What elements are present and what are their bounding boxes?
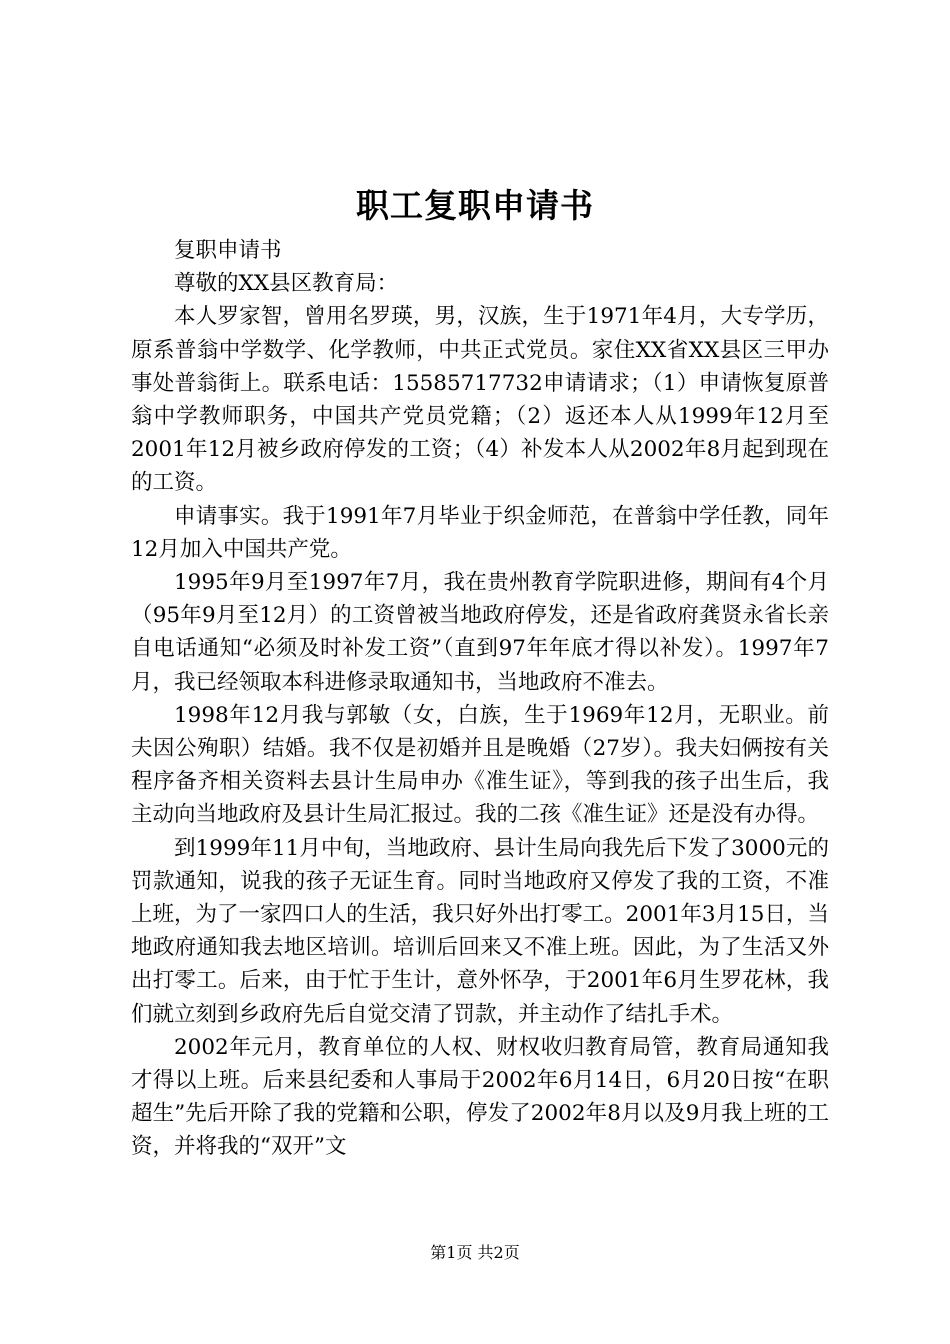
paragraph-salutation: 尊敬的XX县区教育局：: [174, 271, 399, 297]
paragraph-dismissal: 2002年元月，教育单位的人权、财权收归教育局管，教育局通知我才得以上班。后来县纪委和人事局于2002年6月14日，6月20日按“在职超生”先后开除了我的党籍和公职，停发了2002年8月以及9月我上班的工资，并将我的“双开”文: [131, 1034, 829, 1160]
paragraph-facts: 申请事实。我于1991年7月毕业于织金师范，在普翁中学任教，同年12月加入中国共产党。: [131, 503, 829, 562]
paragraph-heading: 复职申请书: [174, 238, 282, 263]
paragraph-study: 1995年9月至1997年7月，我在贵州教育学院职进修，期间有4个月（95年9月至12月）的工资曾被当地政府停发，还是省政府龚贤永省长亲自电话通知“必须及时补发工资”（直到97年年底才得以补发）。1997年7月，我已经领取本科进修录取通知书，当地政府不准去。: [131, 570, 829, 695]
document-body: [131, 234, 829, 1164]
paragraph-penalty: 到1999年11月中旬，当地政府、县计生局向我先后下发了3000元的罚款通知，说我的孩子无证生育。同时当地政府又停发了我的工资，不准上班，为了一家四口人的生活，我只好外出打零工。2001年3月15日，当地政府通知我去地区培训。培训后回来又不准上班。因此，为了生活又外出打零工。后来，由于忙于生计，意外怀孕，于2001年6月生罗花林，我们就立刻到乡政府先后自觉交清了罚款，并主动作了结扎手术。: [131, 835, 829, 1027]
paragraph-personal-info: 本人罗家智，曾用名罗瑛，男，汉族，生于1971年4月，大专学历，原系普翁中学数学、化学教师，中共正式党员。家住XX省XX县区三甲办事处普翁街上。联系电话：15585717732申请请求；（1）申请恢复原普翁中学教师职务，中国共产党员党籍；（2）返还本人从1999年12月至2001年12月被乡政府停发的工资；（4）补发本人从2002年8月起到现在的工资。: [131, 304, 829, 496]
paragraph-marriage: 1998年12月我与郭敏（女，白族，生于1969年12月，无职业。前夫因公殉职）结婚。我不仅是初婚并且是晚婚（27岁）。我夫妇俩按有关程序备齐相关资料去县计生局申办《准生证》，等到我的孩子出生后，我主动向当地政府及县计生局汇报过。我的二孩《准生证》还是没有办得。: [131, 702, 829, 828]
page-footer: 第1页 共2页: [430, 1243, 520, 1262]
page-title: 职工复职申请书: [356, 186, 594, 225]
